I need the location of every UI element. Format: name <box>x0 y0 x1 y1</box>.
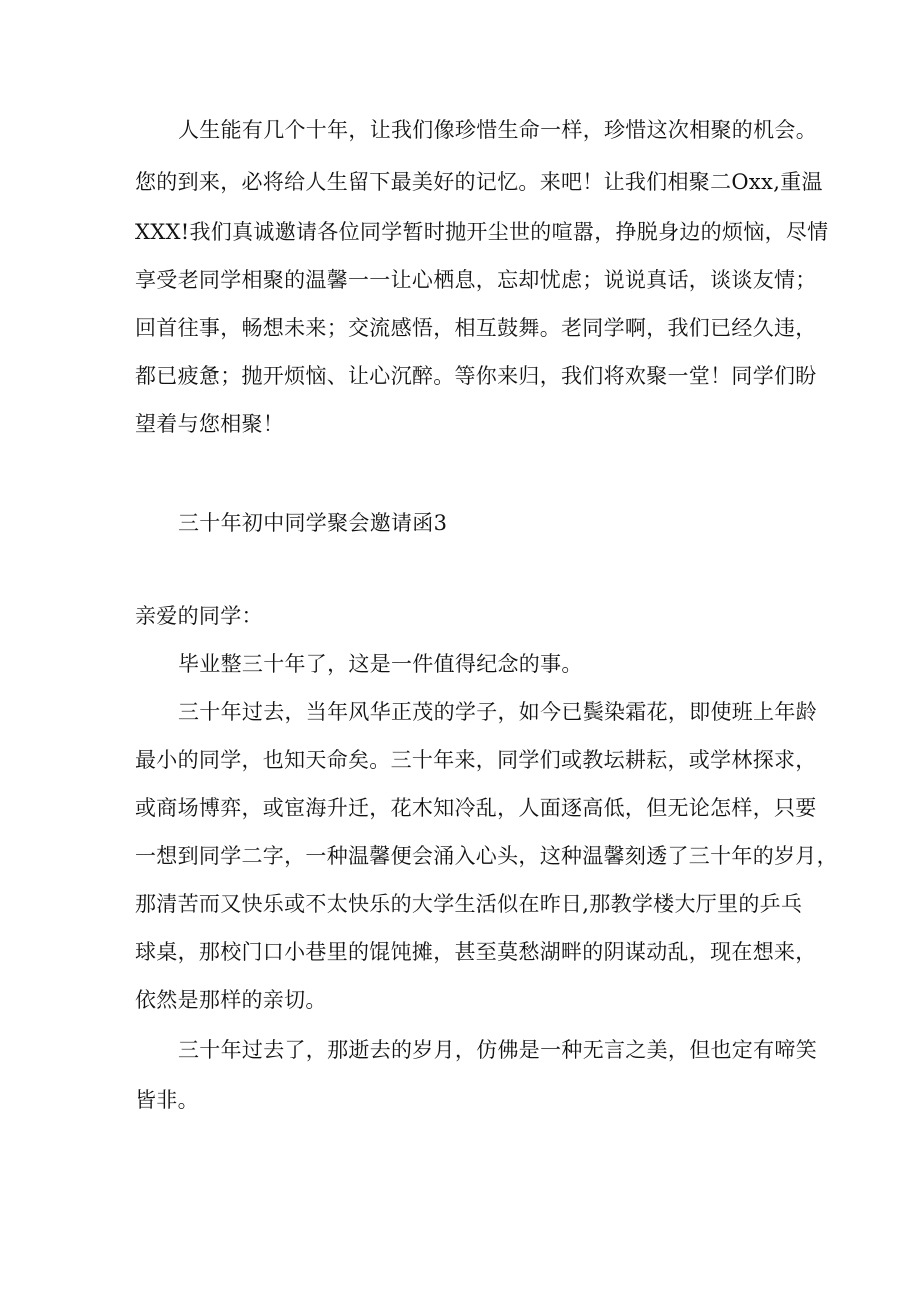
paragraph-3-line-3: 或商场博弈，或宦海升迁，花木知冷乱，人面逐高低，但无论怎样，只要 <box>135 796 817 820</box>
paragraph-3-line-6: 球桌，那校门口小巷里的馄饨摊，甚至莫愁湖畔的阴谋动乱，现在想来， <box>135 940 817 964</box>
paragraph-3-line-1: 三十年过去，当年风华正茂的学子，如今已鬓染霜花，即使班上年龄 <box>178 700 817 724</box>
paragraph-1-line-4: 享受老同学相聚的温馨一一让心栖息，忘却忧虑；说说真话，谈谈友情； <box>135 268 817 292</box>
paragraph-1-line-2: 您的到来，必将给人生留下最美好的记忆。来吧！让我们相聚二Oxx,重温 <box>135 170 823 194</box>
paragraph-1-line-3: XXX!我们真诚邀请各位同学暂时抛开尘世的喧嚣，挣脱身边的烦恼，尽情 <box>135 220 829 244</box>
paragraph-1-line-5: 回首往事，畅想未来；交流感悟，相互鼓舞。老同学啊，我们已经久违， <box>135 316 817 340</box>
paragraph-3-line-5: 那清苦而又快乐或不太快乐的大学生活似在昨日,那教学楼大厅里的乒乓 <box>135 892 803 916</box>
paragraph-2: 毕业整三十年了，这是一件值得纪念的事。 <box>178 652 583 676</box>
paragraph-1-line-6: 都已疲惫；抛开烦恼、让心沉醉。等你来归，我们将欢聚一堂！同学们盼 <box>135 364 817 388</box>
salutation: 亲爱的同学： <box>135 604 263 628</box>
paragraph-1-line-1: 人生能有几个十年，让我们像珍惜生命一样，珍惜这次相聚的机会。 <box>178 118 817 142</box>
paragraph-4-line-2: 皆非。 <box>135 1088 199 1112</box>
paragraph-3-line-7: 依然是那样的亲切。 <box>135 988 327 1012</box>
paragraph-4-line-1: 三十年过去了，那逝去的岁月，仿佛是一种无言之美，但也定有啼笑 <box>178 1038 817 1062</box>
paragraph-3-line-2: 最小的同学，也知天命矣。三十年来，同学们或教坛耕耘，或学林探求， <box>135 748 817 772</box>
paragraph-3-line-4: 一想到同学二字，一种温馨便会涌入心头，这种温馨刻透了三十年的岁月， <box>135 844 838 868</box>
section-heading: 三十年初中同学聚会邀请函3 <box>178 511 448 535</box>
paragraph-1-line-7: 望着与您相聚！ <box>135 412 285 436</box>
